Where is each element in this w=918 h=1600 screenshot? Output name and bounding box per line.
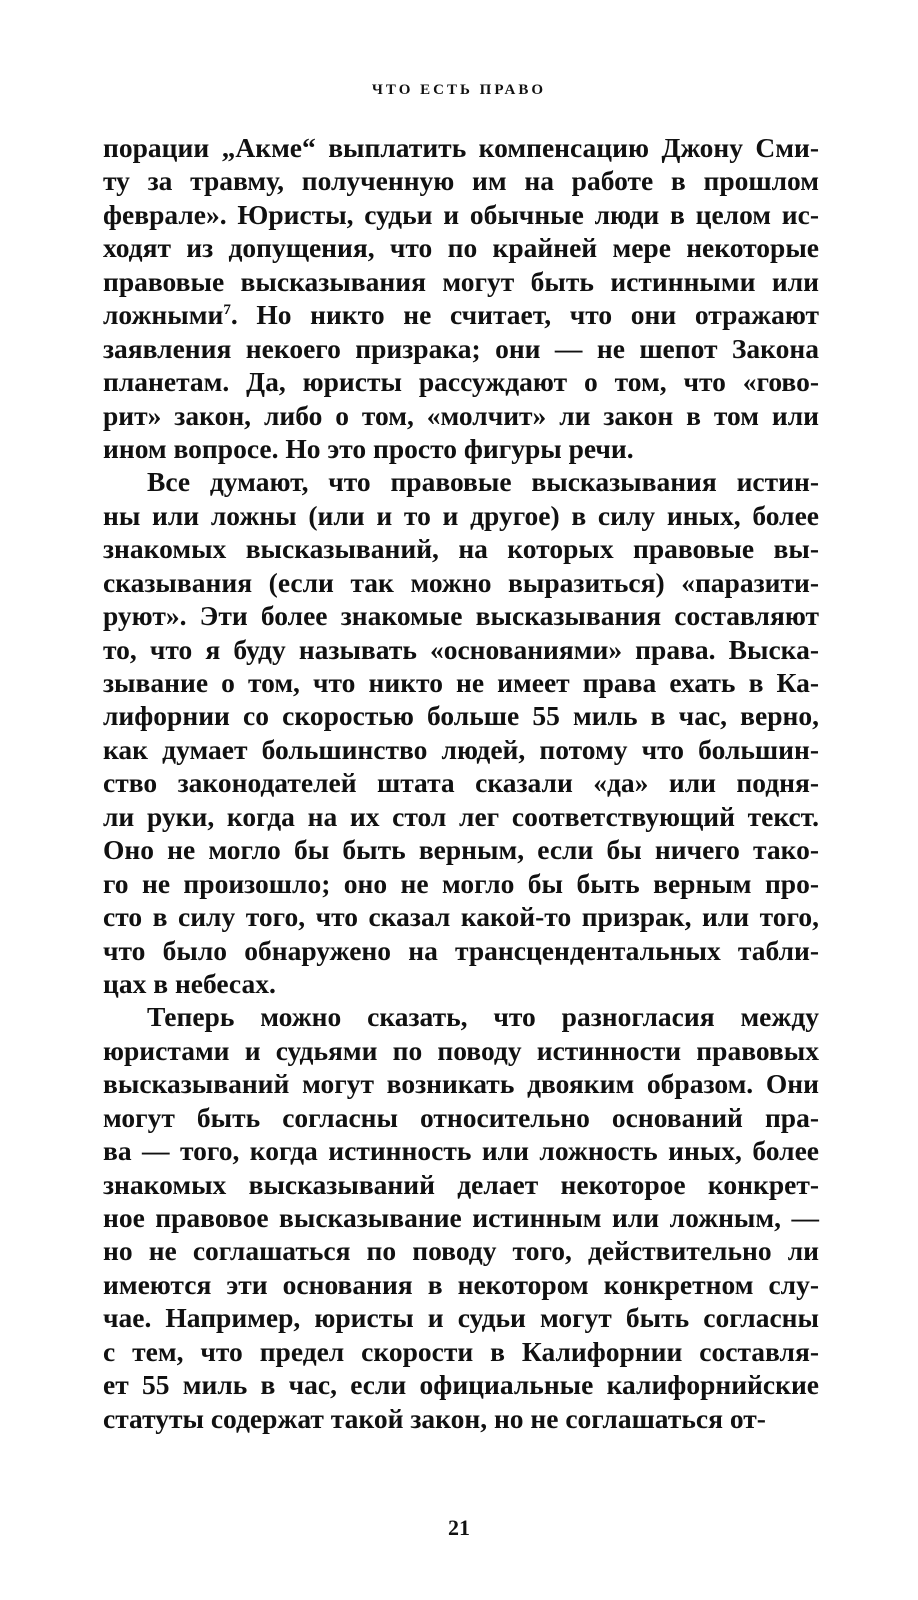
text-line: знакомых высказываний, на которых правовые вы-	[103, 533, 819, 565]
text-line: ходят из допущения, что по крайней мере некоторые	[103, 232, 819, 264]
text-line: Теперь можно сказать, что разногласия между	[147, 1001, 819, 1033]
paragraph	[103, 1000, 819, 1435]
text-line: ином вопросе. Но это просто фигуры речи.	[103, 432, 634, 464]
text-line: го не произошло; оно не могло бы быть верным про-	[103, 867, 819, 899]
text-line: ство законодателей штата сказали «да» или подня-	[103, 767, 819, 799]
text-line: зывание о том, что никто не имеет права ехать в Ка-	[103, 667, 819, 698]
paragraph	[103, 465, 819, 1000]
text-line: порации „Акме“ выплатить компенсацию Джону Сми-	[103, 132, 819, 163]
text-line: могут быть согласны относительно оснований пра-	[103, 1101, 819, 1133]
text-line: с тем, что предел скорости в Калифорнии составля-	[103, 1335, 819, 1367]
text-line: имеются эти основания в некотором конкретном слу-	[103, 1268, 819, 1300]
text-line: ны или ложны (или и то и другое) в силу иных, более	[103, 499, 819, 531]
text-line: как думает большинство людей, потому что большин-	[103, 733, 819, 765]
text-line: ное правовое высказывание истинным или ложным, —	[103, 1202, 819, 1233]
text-fragment: ложными	[103, 299, 224, 331]
text-line: Оно не могло бы быть верным, если бы ничего тако-	[103, 834, 819, 866]
text-line: заявления некоего призрака; они — не шепот Закона	[103, 332, 819, 364]
text-line: чае. Например, юристы и судьи могут быть согласны	[103, 1302, 819, 1334]
text-line: ли руки, когда на их стол лег соответствующий текст.	[103, 800, 819, 832]
text-fragment: . Но никто не считает, что они отражают	[230, 299, 819, 331]
footnote-marker[interactable]: 7	[223, 302, 231, 319]
text-line: что было обнаружено на трансцендентальных табли-	[103, 934, 819, 966]
text-line: но не соглашаться по поводу того, действительно ли	[103, 1235, 819, 1267]
text-line: цах в небесах.	[103, 967, 276, 999]
text-line: феврале». Юристы, судьи и обычные люди в целом ис-	[103, 198, 819, 230]
text-line: высказываний могут возникать двояким образом. Они	[103, 1068, 819, 1100]
text-line: рит» закон, либо о том, «молчит» ли закон в том или	[103, 399, 819, 431]
text-line: сто в силу того, что сказал какой-то призрак, или того,	[103, 901, 819, 933]
text-line: лифорнии со скоростью больше 55 миль в час, верно,	[103, 700, 819, 732]
text-line: сказывания (если так можно выразиться) «паразити-	[103, 566, 819, 598]
running-header: ЧТО ЕСТЬ ПРАВО	[371, 82, 547, 98]
text-line: руют». Эти более знакомые высказывания составляют	[103, 600, 819, 632]
text-line	[103, 298, 819, 331]
text-line: ва — того, когда истинность или ложность иных, более	[103, 1135, 819, 1167]
text-line: статуты содержат такой закон, но не соглашаться от-	[103, 1402, 766, 1434]
page-number: 21	[448, 1515, 470, 1540]
text-line: Все думают, что правовые высказывания истин-	[147, 466, 819, 498]
text-line: ет 55 миль в час, если официальные калифорнийские	[103, 1369, 819, 1401]
text-line: знакомых высказываний делает некоторое конкрет-	[103, 1168, 819, 1200]
paragraph	[103, 131, 819, 465]
text-line: юристами и судьями по поводу истинности правовых	[103, 1034, 819, 1066]
body-text	[103, 131, 819, 1435]
text-line: планетам. Да, юристы рассуждают о том, что «гово-	[103, 366, 819, 398]
text-line: правовые высказывания могут быть истинными или	[103, 265, 819, 297]
text-line: то, что я буду называть «основаниями» права. Выска-	[103, 633, 819, 665]
text-line: ту за травму, полученную им на работе в прошлом	[103, 165, 819, 197]
